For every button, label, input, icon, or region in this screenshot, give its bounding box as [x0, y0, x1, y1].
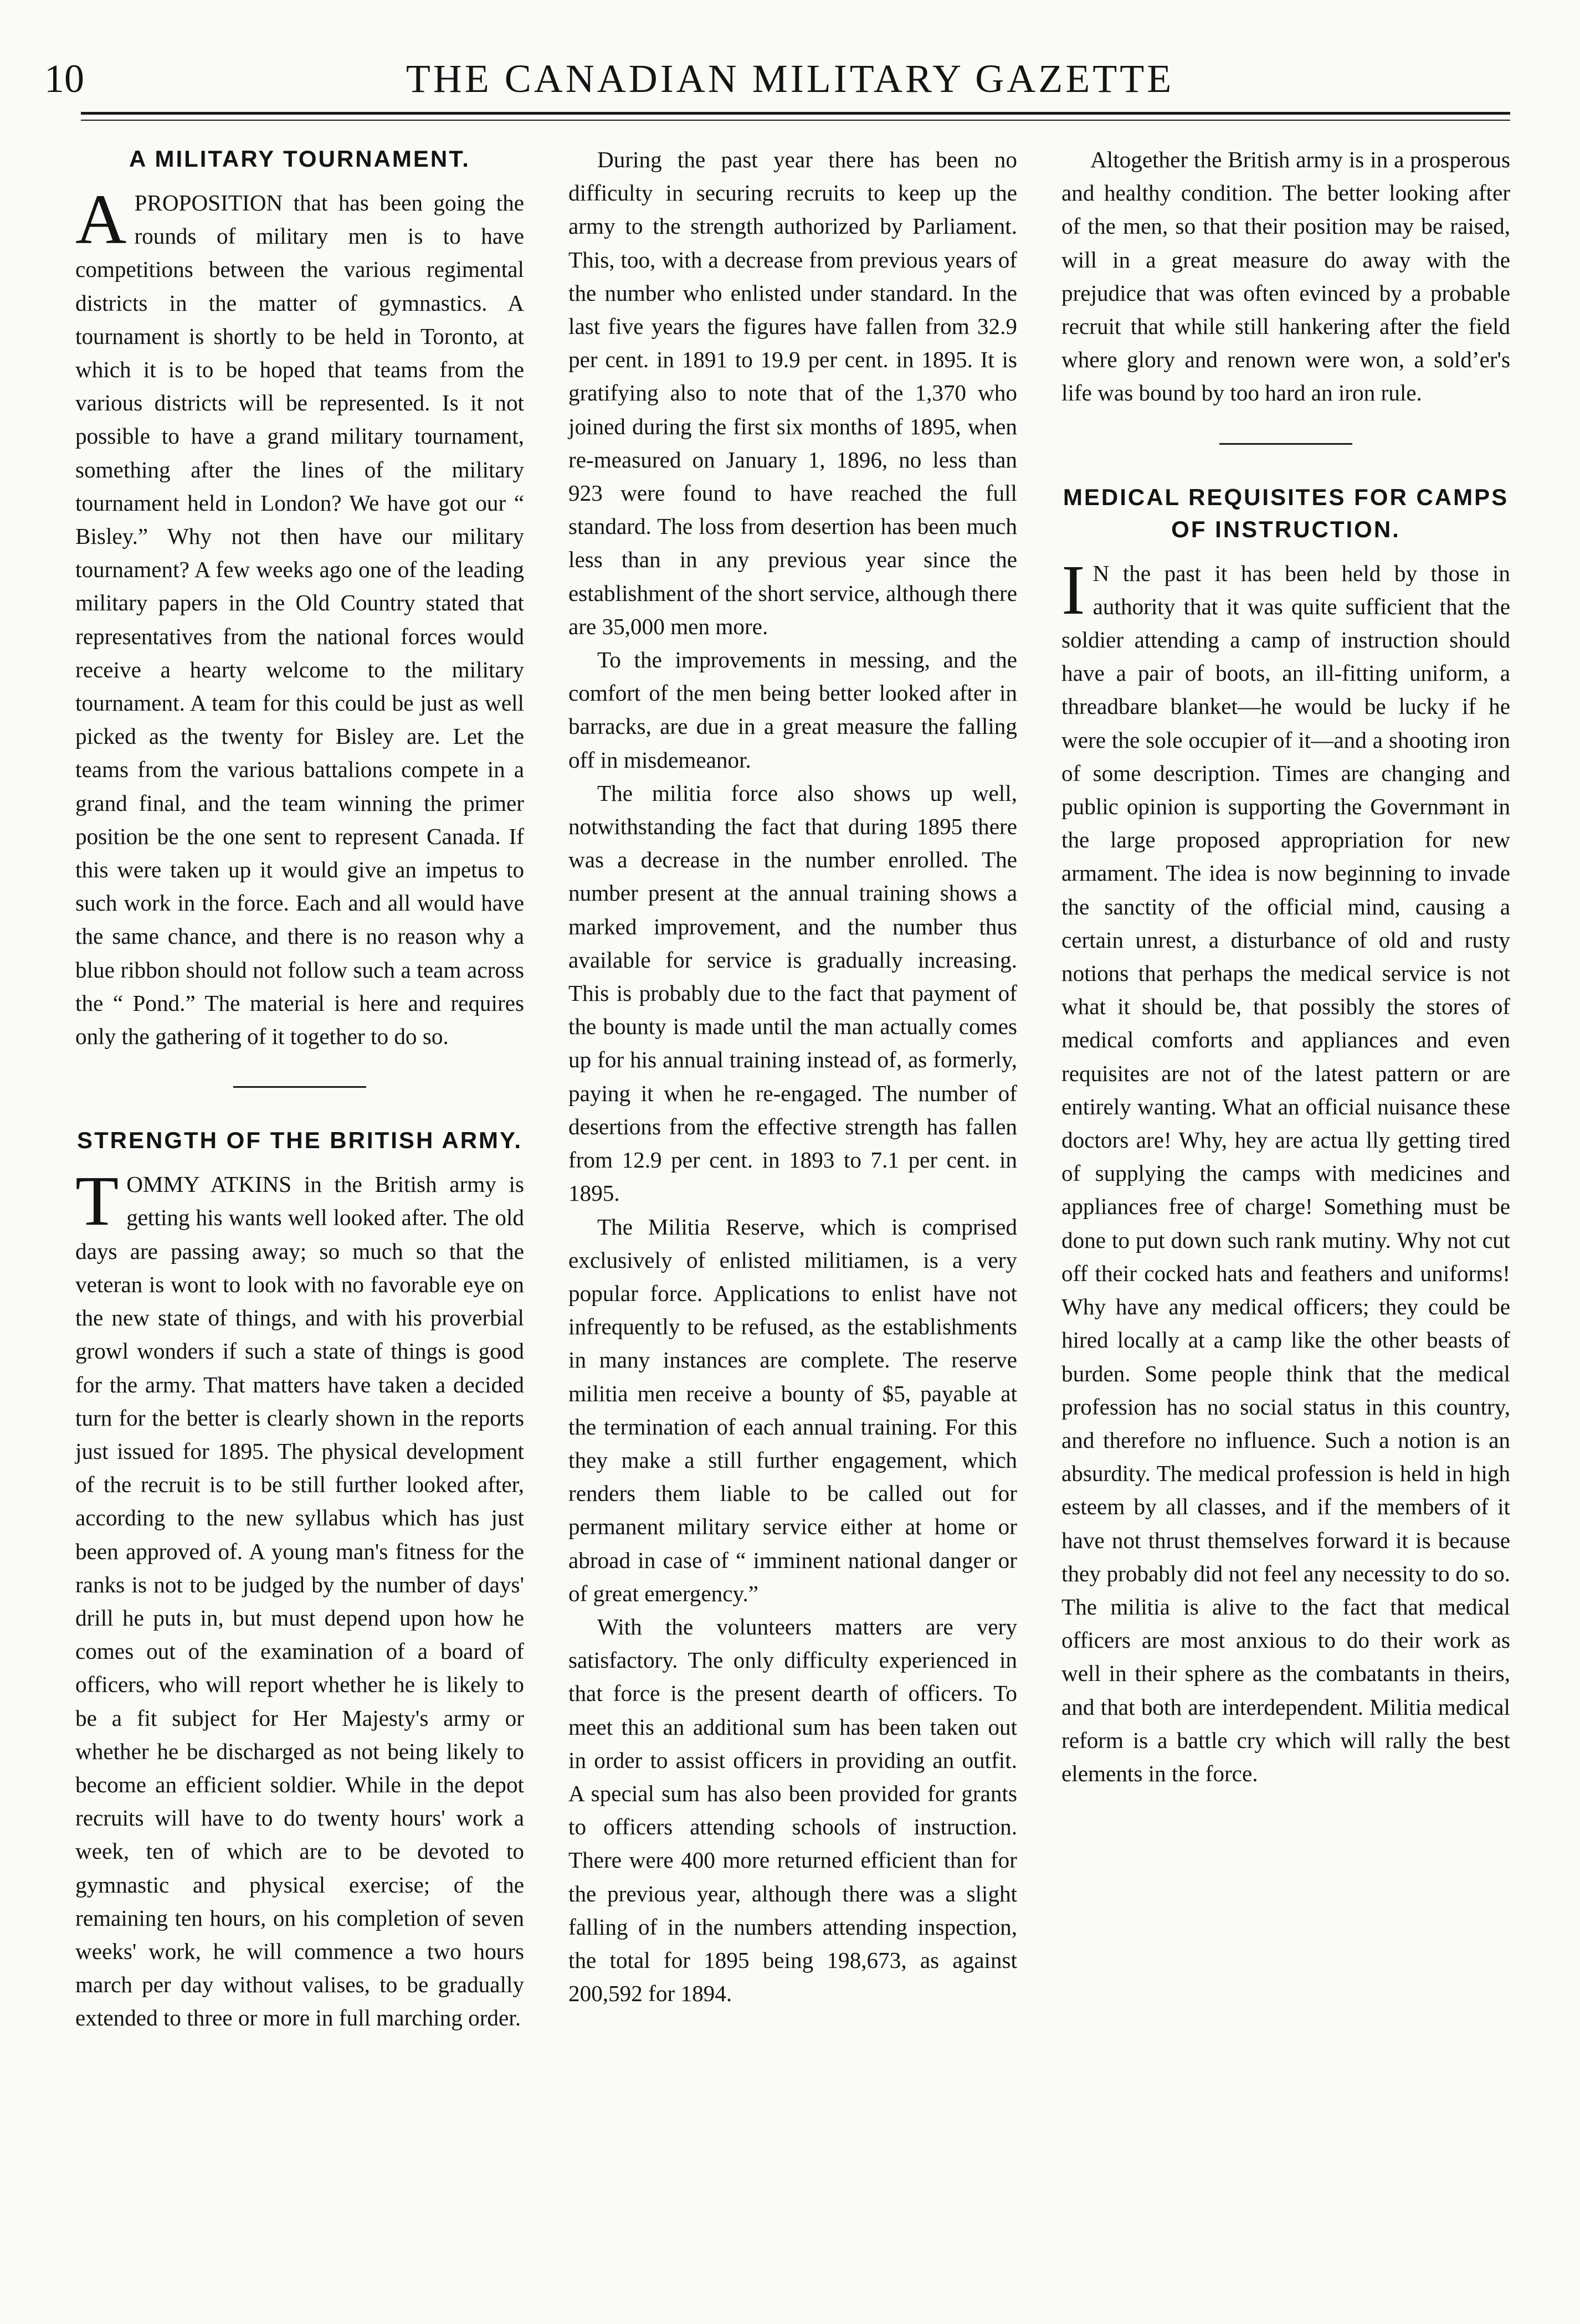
article-paragraph: [75, 180, 524, 1053]
article-paragraph: [1061, 550, 1510, 1791]
header-rule-thin: [81, 120, 1510, 121]
drop-cap: A: [75, 180, 127, 259]
column-1: [75, 143, 524, 2035]
drop-cap: I: [1061, 550, 1085, 629]
column-3: [1061, 143, 1510, 1790]
article-heading-medical: MEDICAL REQUISITES FOR CAMPS OF INSTRUCTION.: [1063, 484, 1509, 542]
paragraph-text: OMMY ATKINS in the British army is getting his wants well looked after. The old days are passing away; so much so that the veteran is wont to look with no favorable eye on the new state of things, and with his proverbial growl wonders if such a state of things is good for the army. That matters have taken a decided turn for the better is clearly shown in the reports just issued for 1895. The physical development of the recruit is to be still further looked after, according to the new syllabus which has just been approved of. A young man's fitness for the ranks is not to be judged by the number of days' drill he puts in, but must depend upon how he comes out of the examination of a board of officers, who will report whether he is likely to be a fit subject for Her Majesty's army or whether he be discharged as not being likely to become an efficient soldier. While in the depot recruits will have to do twenty hours' work a week, ten of which are to be devoted to gymnastic and physical exercise; of the remaining ten hours, on his completion of seven weeks' work, he will commence a two hours march per day without valises, to be gradually extended to three or more in full marching order.: [75, 1171, 524, 2031]
drop-cap: T: [75, 1161, 119, 1241]
article-paragraph: The Militia Reserve, which is comprised exclusively of enlisted militiamen, is a very popular force. Applications to enlist have not infrequently to be refused, as the establishments in many instances are complete. The reserve militia men receive a bounty of $5, payable at the termination of each annual training. For this they make a still further engagement, which renders them liable to be called out for permanent military service either at home or abroad in case of “ imminent national danger or of great emergency.”: [568, 1214, 1017, 1606]
section-divider: [1219, 443, 1352, 445]
column-2: [568, 143, 1017, 2010]
article-paragraph: With the volunteers matters are very satisfactory. The only difficulty experienced in that force is the present dearth of officers. To meet this an additional sum has been taken out in order to assist officers in providing an outfit. A special sum has also been provided for grants to officers attending schools of instruction. There were 400 more returned efficient than for the previous year, although there was a slight falling of in the numbers attending inspection, the total for 1895 being 198,673, as against 200,592 for 1894.: [568, 1613, 1017, 2007]
article-paragraph: The militia force also shows up well, notwithstanding the fact that during 1895 there was a decrease in the number enrolled. The number present at the annual training shows a marked improvement, and the number thus available for service is gradually increasing. This is probably due to the fact that payment of the bounty is made until the man actually comes up for his annual training instead of, as formerly, paying it when he re-engaged. The number of desertions from the effective strength has fallen from 12.9 per cent. in 1893 to 7.1 per cent. in 1895.: [568, 780, 1017, 1206]
article-paragraph: During the past year there has been no difficulty in securing recruits to keep up the army to the strength authorized by Parliament. This, too, with a decrease from previous years of the number who enlisted under standard. In the last five years the figures have fallen from 32.9 per cent. in 1891 to 19.9 per cent. in 1895. It is gratifying also to note that of the 1,370 who joined during the first six months of 1895, when re-measured on January 1, 1896, no less than 923 were found to have reached the full standard. The loss from desertion has been much less than in any previous year since the establishment of the short service, although there are 35,000 men more.: [568, 147, 1017, 639]
article-paragraph: Altogether the British army is in a prosperous and healthy condition. The better looking after of the men, so that their position may be raised, will in a great measure do away with the prejudice that was often evinced by a probable recruit that while still hankering after the field where glory and renown were won, a soldʼer's life was bound by too hard an iron rule.: [1061, 147, 1510, 406]
article-heading-strength: STRENGTH OF THE BRITISH ARMY.: [76, 1127, 523, 1154]
article-paragraph: To the improvements in messing, and the comfort of the men being better looked after in barracks, are due in a great measure the falling off in misdemeanor.: [568, 647, 1017, 773]
article-paragraph: [75, 1161, 524, 2034]
section-divider: [233, 1086, 366, 1088]
page-header: [44, 51, 1536, 112]
page-number: 10: [44, 56, 84, 101]
paragraph-text: PROPOSITION that has been going the rounds of military men is to have competitions between the various regimental districts in the matter of gymnastics. A tournament is shortly to be held in Toronto, at which it is to be hoped that teams from the various districts will be represented. Is it not possible to have a grand military tournament, something after the lines of the military tournament held in London? We have got our “ Bisley.” Why not then have our military tournament? A few weeks ago one of the leading military papers in the Old Country stated that representatives from the national forces would receive a hearty welcome to the military tournament. A team for this could be just as well picked as the twenty for Bisley are. Let the teams from the various battalions compete in a grand final, and the team winning the primer position be the one sent to represent Canada. If this were taken up it would give an impetus to such work in the force. Each and all would have the same chance, and there is no reason why a blue ribbon should not follow such a team across the “ Pond.” The material is here and requires only the gathering of it together to do so.: [75, 190, 524, 1050]
paragraph-text: N the past it has been held by those in authority that it was quite sufficient that the soldier attending a camp of instruction should have a pair of boots, an ill-fitting uniform, a threadbare blanket—he would be lucky if he were the sole occupier of it—and a shooting iron of some description. Times are changing and public opinion is supporting the Governmənt in the large proposed appropriation for new armament. The idea is now beginning to invade the sanctity of the official mind, causing a certain unrest, a disturbance of old and rusty notions that perhaps the medical service is not what it should be, that possibly the stores of medical comforts and appliances and even requisites are not of the latest pattern or are entirely wanting. What an official nuisance these doctors are! Why, hey are actua lly getting tired of supplying the camps with medicines and appliances free of charge! Something must be done to put down such rank mutiny. Why not cut off their cocked hats and feathers and uniforms! Why have any medical officers; they could be hired locally at a camp like the other beasts of burden. Some people think that the medical profession has no social status in this country, and therefore no influence. Such a notion is an absurdity. The medical profession is held in high esteem by all classes, and if the members of it have not thrust themselves forward it is because they probably did not feel any necessity to do so. The militia is alive to the fact that medical officers are most anxious to do their work as well in their sphere as the combatants in theirs, and that both are interdependent. Militia medical reform is a battle cry which will rally the best elements in the force.: [1061, 560, 1510, 1786]
masthead-title: THE CANADIAN MILITARY GAZETTE: [406, 56, 1174, 101]
header-rule: [81, 112, 1510, 115]
article-heading-tournament: A MILITARY TOURNAMENT.: [129, 146, 470, 172]
